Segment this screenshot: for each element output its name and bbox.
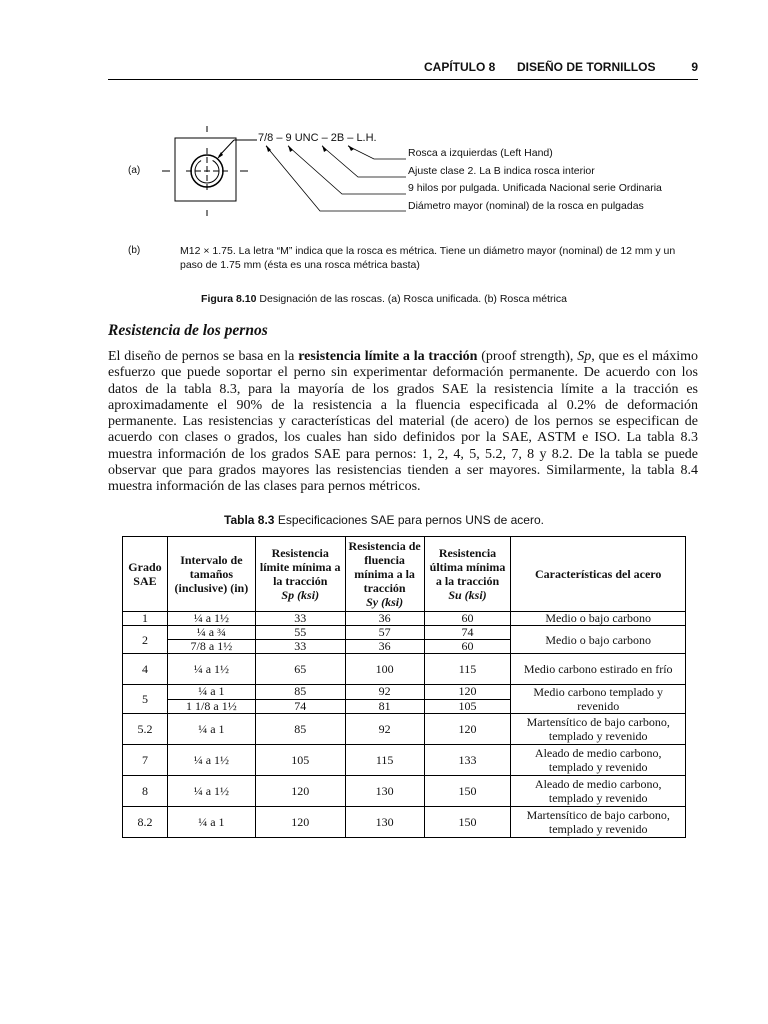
cell-sp: 65 [255,654,345,685]
cell-su: 60 [424,612,511,626]
cell-size: ¼ a 1 [167,685,255,700]
cell-su: 60 [424,640,511,654]
table-header-row [123,537,686,612]
cell-size: ¼ a 1½ [167,745,255,776]
header-proof-symbol: Sp (ksi) [281,588,320,602]
table-row [123,626,686,640]
cell-sp: 105 [255,745,345,776]
cell-su: 150 [424,776,511,807]
cell-sy: 100 [345,654,424,685]
section-title: Resistencia de los pernos [108,322,268,339]
header-proof-label: Resistencia límite mínima a la tracción [259,546,341,588]
table-row [123,745,686,776]
header-size: Intervalo de tamaños (inclusive) (in) [167,537,255,612]
cell-grade: 1 [123,612,168,626]
cell-sp: 33 [255,612,345,626]
figure-caption-label: Figura 8.10 [201,293,257,305]
cell-material: Martensítico de bajo carbono, templado y revenido [511,807,686,838]
table-row [123,776,686,807]
cell-material: Medio o bajo carbono [511,626,686,654]
cell-material: Medio carbono estirado en frío [511,654,686,685]
para-rest: , que es el máximo esfuerzo que puede soportar el perno sin experimentar deformación permanente. De acuerdo con los datos de la tabla 8.3, para la mayoría de los grados SAE la resistencia límite a la tracción es aproximadamente el 90% de la resistencia a la fluencia especificada al 0.2% de deformación permanente. Las resistencias y características del material (de acero) de los pernos se especifican de acuerdo con clases o grados, los cuales han sido definidos por la SAE, ASTM e ISO. La tabla 8.3 muestra información de los grados SAE para pernos: 1, 2, 4, 5, 5.2, 7, 8 y 8.2. De la tabla se puede observar que para grados mayores las resistencias tienden a ser mayores. Similarmente, la tabla 8.4 muestra información de las clases para pernos métricos. [108,349,698,495]
cell-sy: 36 [345,640,424,654]
cell-size: ¼ a 1½ [167,612,255,626]
cell-su: 74 [424,626,511,640]
table-caption-text: Especificaciones SAE para pernos UNS de acero. [277,513,544,527]
cell-su: 133 [424,745,511,776]
cell-sy: 130 [345,776,424,807]
metric-thread-text: M12 × 1.75. La letra “M” indica que la rosca es métrica. Tiene un diámetro mayor (nominal) de 12 mm y un paso de 1.75 mm (ésta es una rosca métrica basta) [180,245,676,271]
cell-sp: 120 [255,776,345,807]
cell-size: ¼ a 1 [167,807,255,838]
header-yield-label: Resistencia de fluencia mínima a la tracción [348,539,421,595]
table-caption [0,513,768,527]
cell-sy: 92 [345,714,424,745]
cell-sy: 92 [345,685,424,700]
table-row [123,654,686,685]
cell-sp: 85 [255,685,345,700]
header-yield [345,537,424,612]
cell-sp: 33 [255,640,345,654]
cell-grade: 2 [123,626,168,654]
cell-material: Aleado de medio carbono, templado y revenido [511,745,686,776]
cell-material: Martensítico de bajo carbono, templado y revenido [511,714,686,745]
cell-su: 105 [424,699,511,714]
cell-sp: 120 [255,807,345,838]
figure-label-a: (a) [128,165,141,176]
header-grade: Grado SAE [123,537,168,612]
thread-designation: 7/8 – 9 UNC – 2B – L.H. [258,132,377,144]
cell-su: 120 [424,685,511,700]
table-row [123,612,686,626]
cell-size: ¼ a 1½ [167,776,255,807]
cell-su: 115 [424,654,511,685]
figure-caption-text: Designación de las roscas. (a) Rosca unificada. (b) Rosca métrica [259,293,567,305]
header-rule [108,79,698,80]
cell-sy: 81 [345,699,424,714]
cell-sp: 74 [255,699,345,714]
figure-caption [0,293,768,305]
para-bold-term: resistencia límite a la tracción [298,349,478,364]
header-ultimate [424,537,511,612]
cell-size: 1 1/8 a 1½ [167,699,255,714]
cell-sp: 55 [255,626,345,640]
cell-size: ¼ a 1½ [167,654,255,685]
cell-material: Medio carbono templado y revenido [511,685,686,714]
cell-size: ¼ a ¾ [167,626,255,640]
cell-material: Aleado de medio carbono, templado y revenido [511,776,686,807]
cell-sy: 115 [345,745,424,776]
para-intro: El diseño de pernos se basa en la [108,349,299,364]
header-yield-symbol: Sy (ksi) [366,595,404,609]
cell-grade: 8.2 [123,807,168,838]
table-caption-label: Tabla 8.3 [224,513,275,527]
cell-grade: 7 [123,745,168,776]
callout-major-diameter: Diámetro mayor (nominal) de la rosca en pulgadas [408,200,644,212]
cell-sy: 57 [345,626,424,640]
cell-grade: 8 [123,776,168,807]
body-paragraph [108,349,698,496]
cell-grade: 5.2 [123,714,168,745]
cell-material: Medio o bajo carbono [511,612,686,626]
table-row [123,807,686,838]
cell-sp: 85 [255,714,345,745]
cell-grade: 4 [123,654,168,685]
header-ultimate-symbol: Su (ksi) [448,588,487,602]
cell-sy: 130 [345,807,424,838]
running-header [108,60,698,78]
figure-label-b: (b) [128,245,141,256]
cell-sy: 36 [345,612,424,626]
sae-bolt-table [122,536,686,838]
header-proof [255,537,345,612]
table-row [123,714,686,745]
cell-su: 150 [424,807,511,838]
cell-size: ¼ a 1 [167,714,255,745]
header-chapter: CAPÍTULO 8 [424,60,496,74]
header-ultimate-label: Resistencia última mínima a la tracción [429,546,506,588]
para-symbol: Sp [577,349,592,364]
table-row [123,685,686,700]
cell-su: 120 [424,714,511,745]
page-number: 9 [691,60,698,74]
cell-size: 7/8 a 1½ [167,640,255,654]
cell-grade: 5 [123,685,168,714]
callout-threads-per-inch: 9 hilos por pulgada. Unificada Nacional serie Ordinaria [408,182,662,194]
para-proof: (proof strength), [477,349,578,364]
callout-fit-class: Ajuste clase 2. La B indica rosca interior [408,165,595,177]
header-material: Características del acero [511,537,686,612]
callout-left-hand: Rosca a izquierdas (Left Hand) [408,147,553,159]
header-title: DISEÑO DE TORNILLOS [517,60,656,74]
